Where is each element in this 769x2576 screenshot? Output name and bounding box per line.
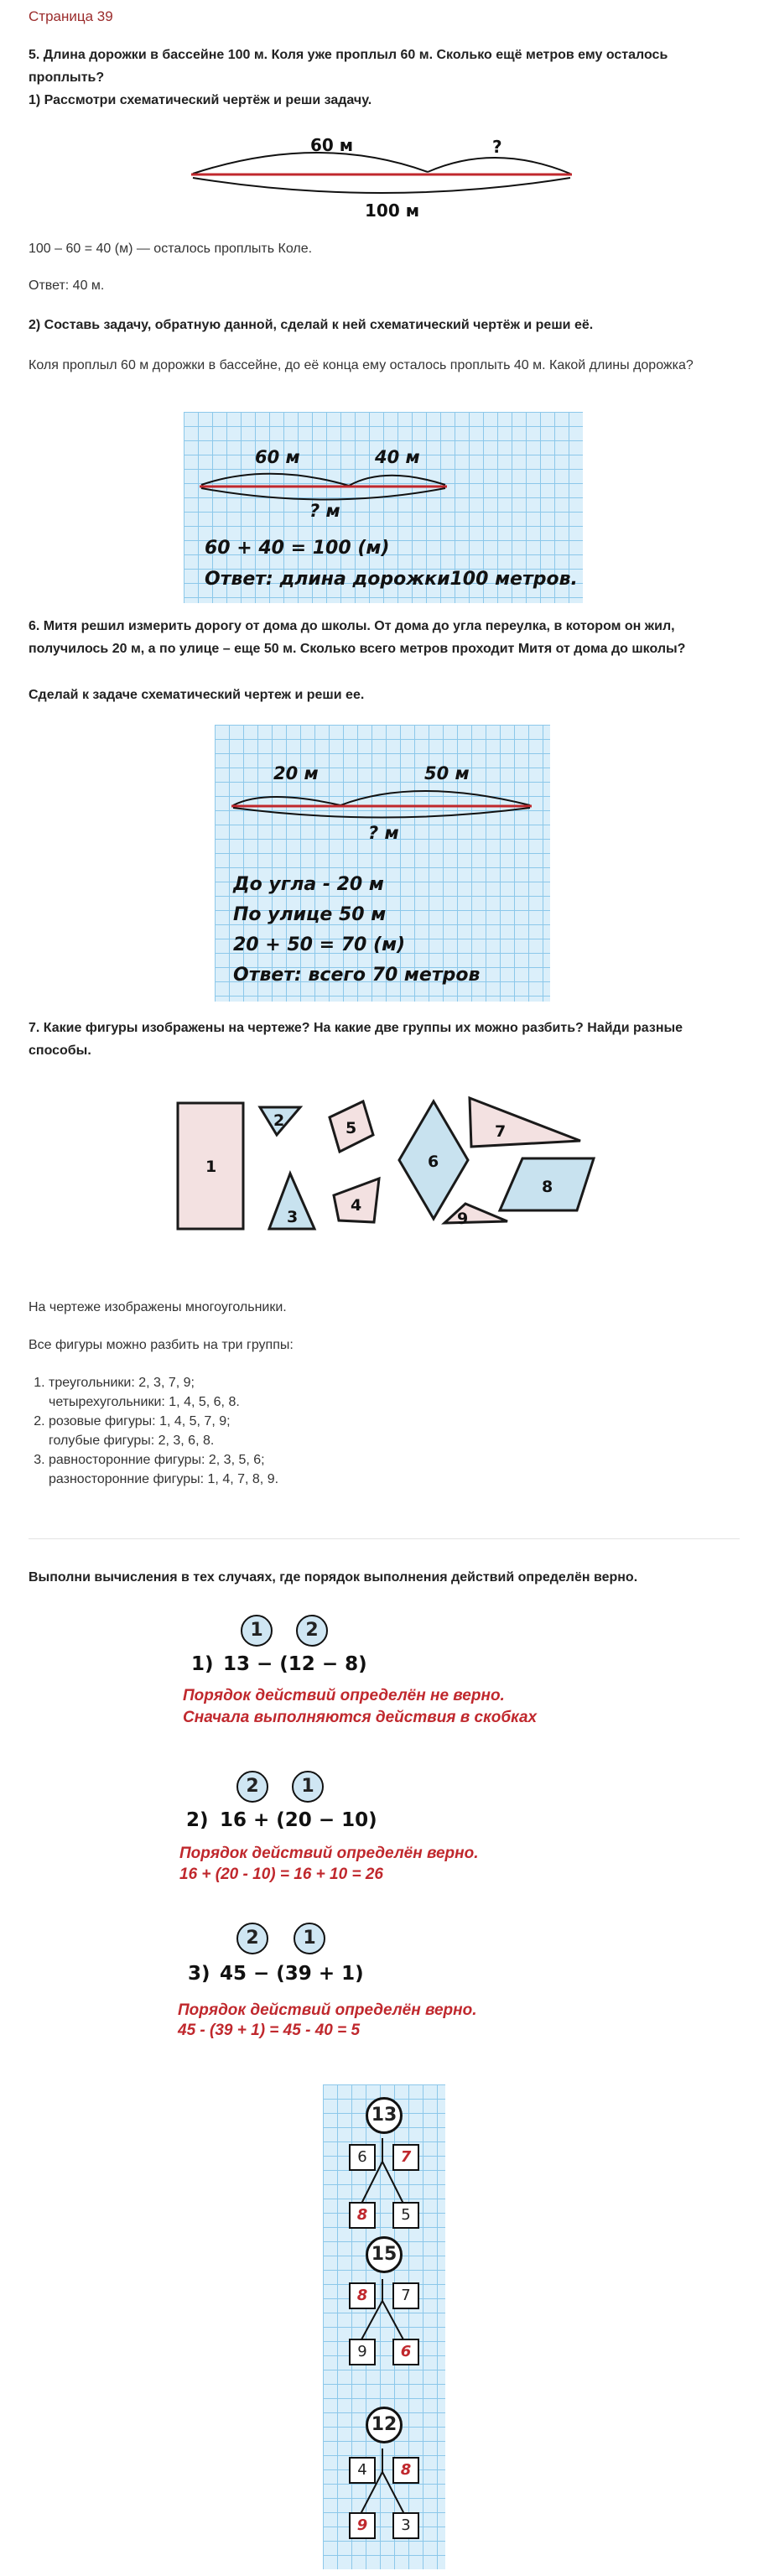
calc-1-verdict: Порядок действий определён не верно. xyxy=(183,1687,505,1704)
grid1-answer: Ответ: длина дорожки100 метров. xyxy=(205,569,578,590)
calc-2-number: 2) xyxy=(186,1809,209,1831)
arc-60 xyxy=(193,153,428,174)
figure-6-number: 6 xyxy=(428,1153,439,1171)
calc-1-note: Сначала выполняются действия в скобках xyxy=(183,1709,538,1726)
grid2-answer: Ответ: всего 70 метров xyxy=(233,965,481,986)
tree-2-top: 15 xyxy=(366,2236,403,2273)
tree-1-bottom-right: 5 xyxy=(392,2202,419,2229)
figure-5-number: 5 xyxy=(346,1119,357,1137)
figure-2-number: 2 xyxy=(273,1111,285,1130)
grid1-label-left: 60 м xyxy=(255,447,300,467)
tree-3-bottom-right: 3 xyxy=(392,2512,419,2539)
figures-drawing xyxy=(168,1086,604,1237)
task6-subtask: Сделай к задаче схематический чертеж и реши ее. xyxy=(29,688,365,702)
calc-2-expression: 16 + (20 − 10) xyxy=(220,1809,377,1831)
group-3-b: разносторонние фигуры: 1, 4, 7, 8, 9. xyxy=(49,1472,279,1486)
figure-3-number: 3 xyxy=(287,1208,299,1226)
calc-3-number: 3) xyxy=(188,1963,210,1985)
page-link[interactable]: Страница 39 xyxy=(29,8,113,24)
calc-2-solution: 16 + (20 - 10) = 16 + 10 = 26 xyxy=(179,1866,383,1883)
task6-title: 6. Митя решил измерить дорогу от дома до школы. От дома до угла переулка, в котором он жил, получилось 20 м, а по улице – еще 50 м. Сколько всего метров проходит Митя от дома до школы? xyxy=(29,619,686,656)
task5-title: 5. Длина дорожки в бассейне 100 м. Коля уже проплыл 60 м. Сколько ещё метров ему осталось проплыть? xyxy=(29,48,668,85)
groups-item xyxy=(49,1373,716,1412)
calc-3-solution: 45 - (39 + 1) = 45 - 40 = 5 xyxy=(178,2022,361,2039)
tree-3-mid-left: 4 xyxy=(349,2457,376,2484)
grid2-label-bottom: ? м xyxy=(368,823,399,843)
label-question: ? xyxy=(492,137,502,157)
divider xyxy=(29,1538,740,1539)
figure-4-number: 4 xyxy=(351,1196,362,1215)
groups-list xyxy=(29,1373,716,1489)
tree-1-bottom-left: 8 xyxy=(349,2202,376,2229)
tree-1-top: 13 xyxy=(366,2097,403,2134)
order-circle: 1 xyxy=(294,1923,325,1954)
task5-subtask1: 1) Рассмотри схематический чертёж и реши задачу. xyxy=(29,93,372,107)
order-circle: 2 xyxy=(236,1923,268,1954)
tree-2-bottom-right: 6 xyxy=(392,2339,419,2365)
groups-list-container xyxy=(29,1373,716,1489)
calc-1-number: 1) xyxy=(191,1653,214,1675)
segment-diagram-1 xyxy=(184,126,587,226)
calc-1-expression: 13 − (12 − 8) xyxy=(223,1653,367,1675)
figure-1-number: 1 xyxy=(205,1158,217,1176)
figure-7 xyxy=(470,1098,580,1147)
task7-split-intro: Все фигуры можно разбить на три группы: xyxy=(29,1338,294,1352)
figure-9 xyxy=(444,1204,507,1223)
grid1-equation: 60 + 40 = 100 (м) xyxy=(205,538,390,559)
order-circle: 2 xyxy=(296,1615,328,1647)
tree-3-top: 12 xyxy=(366,2407,403,2443)
figure-7-number: 7 xyxy=(495,1122,507,1141)
order-circle: 1 xyxy=(241,1615,273,1647)
grid-notebook-2 xyxy=(215,725,550,1002)
grid2-line1: До угла - 20 м xyxy=(233,874,384,895)
group-3-a: 3. равносторонние фигуры: 2, 3, 5, 6; xyxy=(49,1453,265,1467)
groups-item xyxy=(49,1412,716,1450)
tree-3-bottom-left: 9 xyxy=(349,2512,376,2539)
figure-8-number: 8 xyxy=(542,1178,553,1196)
task7-title: 7. Какие фигуры изображены на чертеже? На какие две группы их можно разбить? Найди разные способы. xyxy=(29,1021,683,1058)
grid1-label-right: 40 м xyxy=(375,447,420,467)
task7-statement: На чертеже изображены многоугольники. xyxy=(29,1300,287,1314)
order-circle: 2 xyxy=(236,1771,268,1803)
group-2-b: голубые фигуры: 2, 3, 6, 8. xyxy=(49,1434,215,1448)
tree-1-mid-right: 7 xyxy=(392,2144,419,2171)
calc-3-verdict: Порядок действий определён верно. xyxy=(178,2001,477,2019)
grid2-label-right: 50 м xyxy=(424,763,470,783)
group-2-a: 2. розовые фигуры: 1, 4, 5, 7, 9; xyxy=(49,1414,231,1429)
tree-2-mid-right: 7 xyxy=(392,2282,419,2309)
group-1-a: 1. треугольники: 2, 3, 7, 9; xyxy=(49,1376,195,1390)
task5-solution: 100 – 60 = 40 (м) — осталось проплыть Коле. xyxy=(29,242,313,256)
grid2-line3: 20 + 50 = 70 (м) xyxy=(233,934,406,955)
tree-3-mid-right: 8 xyxy=(392,2457,419,2484)
grid-notebook-1 xyxy=(184,412,583,603)
groups-item xyxy=(49,1450,716,1489)
task5-subtask2: 2) Составь задачу, обратную данной, сделай к ней схематический чертёж и реши её. xyxy=(29,318,594,332)
task5-reverse-task: Коля проплыл 60 м дорожки в бассейне, до её конца ему осталось проплыть 40 м. Какой длины дорожка? xyxy=(29,358,694,372)
grid1-label-bottom: ? м xyxy=(309,501,340,521)
calc-3-expression: 45 − (39 + 1) xyxy=(220,1963,364,1985)
arc-100 xyxy=(193,178,570,193)
grid-notebook-3 xyxy=(323,2084,445,2569)
figure-9-number: 9 xyxy=(457,1210,469,1228)
tree-2-bottom-left: 9 xyxy=(349,2339,376,2365)
tree-1-mid-left: 6 xyxy=(349,2144,376,2171)
calc-2-verdict: Порядок действий определён верно. xyxy=(179,1845,479,1862)
grid2-line2: По улице 50 м xyxy=(233,904,387,925)
calc-title: Выполни вычисления в тех случаях, где порядок выполнения действий определён верно. xyxy=(29,1570,638,1585)
arc-question xyxy=(428,158,570,174)
label-100: 100 м xyxy=(365,200,420,221)
grid2-label-left: 20 м xyxy=(273,763,319,783)
tree-2-mid-left: 8 xyxy=(349,2282,376,2309)
task5-answer: Ответ: 40 м. xyxy=(29,278,105,293)
order-circle: 1 xyxy=(292,1771,324,1803)
label-60: 60 м xyxy=(310,135,354,155)
group-1-b: четырехугольники: 1, 4, 5, 6, 8. xyxy=(49,1395,240,1409)
